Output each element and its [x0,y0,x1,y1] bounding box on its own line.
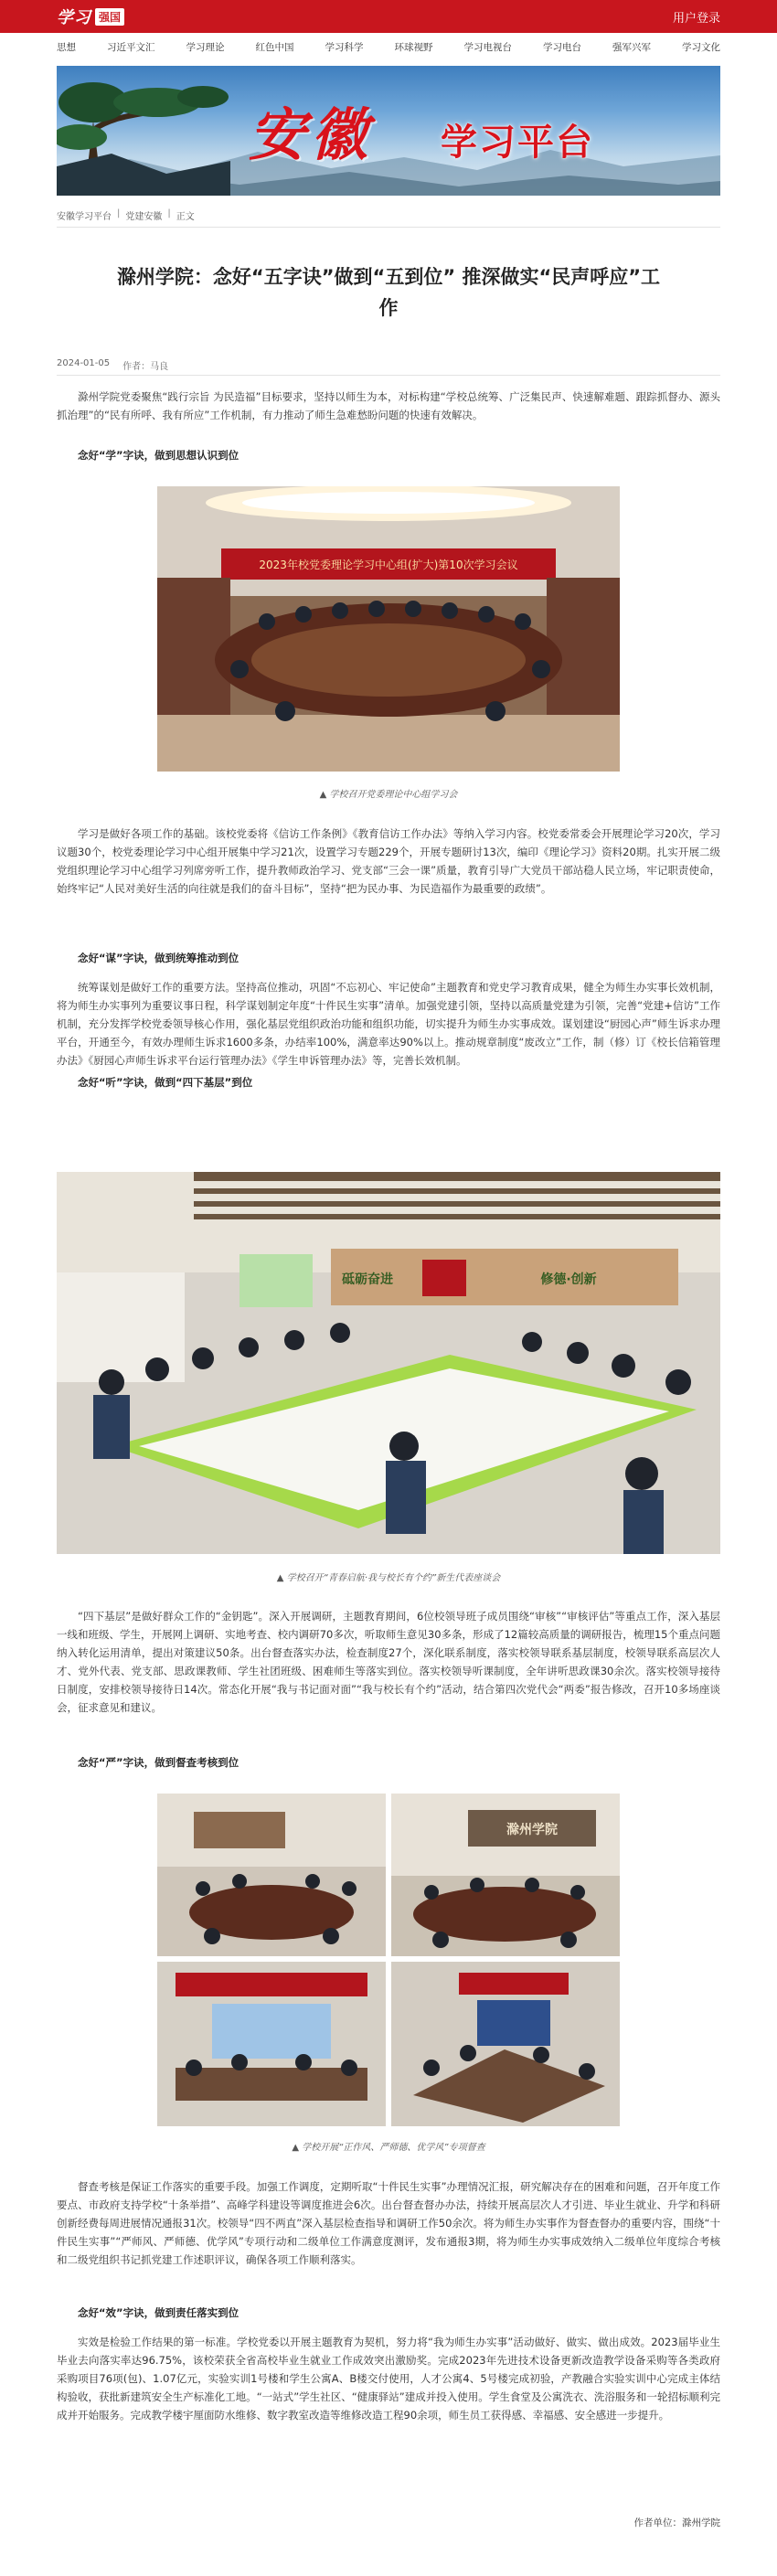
section-body: “四下基层”是做好群众工作的“金钥匙”。深入开展调研，主题教育期间，6位校领导班子成员围绕“审核”“审核评估”等重点工作，深入基层一线和班级、学生，开展网上调研、实地考查、校内调研70多次，听取师生意见30多条，形成了12篇较高质量的调研报告，梳理15个重点问题纳入转化运用清单，提出对策建议50条。出台督查落实办法，检查制度27个，深化联系制度，落实校领导联系基层制度，校领导联系高层次人才、党外代表、党支部、思政课教师、学生社团班级、困难师生等落实到位。落实校领导听课制度，全年讲听思政课30余次。落实校领导接待日制度，安排校领导接待日14次。常态化开展“我与书记面对面”“我与校长有个约”活动，结合第四次党代会“两委”报告修改，召开10多场座谈会，征求意见和建议。 [57,1610,720,1714]
logo-box: 强国 [95,8,124,26]
campus-sign: 滁州学院 [506,1823,558,1837]
section-body: 统筹谋划是做好工作的重要方法。坚持高位推动，巩固“不忘初心、牢记使命”主题教育和党史学习教育成果，健全为师生办实事长效机制，将为师生办实事列为重要议事日程，科学谋划制定年度“十件民生实事”清单。加强党建引领，坚持以高质量党建为引领，完善“党建+信访”工作机制，充分发挥学校党委领导核心作用，强化基层党组织政治功能和组织功能，切实提升为师生办实事成效。谋划建设“厨园心声”师生诉求办理平台，开通至今，有效办理师生诉求1600多条，办结率100%，满意率达90%以上。推动规章制度“废改立”工作，制（修）订《校长信箱管理办法》《厨园心声师生诉求平台运行管理办法》《学生申诉管理办法》等，完善长效机制。 [57,981,720,1067]
nav-item[interactable]: 学习理论 [186,42,225,53]
breadcrumb-separator: | [117,208,121,218]
section-heading: 念好“学”字诀，做到思想认识到位 [78,449,239,462]
nav-item[interactable]: 学习文化 [682,42,720,53]
nav-item[interactable]: 学习电视台 [463,42,512,53]
section-heading: 念好“严”字诀，做到督查考核到位 [78,1756,239,1769]
breadcrumb [57,208,195,222]
breadcrumb-separator: | [167,208,171,218]
section-heading: 念好“效”字诀，做到责任落实到位 [78,2306,239,2319]
section-body: 学习是做好各项工作的基础。该校党委将《信访工作条例》《教育信访工作办法》等纳入学习内容。校党委常委会开展理论学习20次，学习议题30个，校党委理论学习中心组开展集中学习21次，设置学习专题229个，开展专题研讨13次，编印《理论学习》资料20期。扎实开展二级党组织理论学习中心组学习列席旁听工作，提升教师政治学习、党支部“三会一课”质量，教育引导广大党员干部站稳人民立场，牢记职责使命，始终牢记“人民对美好生活的向往就是我们的奋斗目标”，坚持“把为民办事、为民造福作为最重要的政绩”。 [57,827,720,895]
nav-item[interactable]: 红色中国 [255,42,294,53]
banner-brush-title: 安徽 [249,101,374,168]
pine-tree-illustration [57,66,230,196]
banner-platform-title: 学习平台 [441,122,594,164]
photo-caption: ▲ 学校召开“青春启航·我与校长有个约”新生代表座谈会 [276,1573,501,1583]
platform-banner [57,66,720,196]
top-bar [0,0,777,33]
meeting-photo-illustration [157,486,620,772]
nav-item[interactable]: 环球视野 [394,42,433,53]
section-body: 督查考核是保证工作落实的重要手段。加强工作调度，定期听取“十件民生实事”办理情况汇报，研究解决存在的困难和问题，召开年度工作要点、市政府支持学校“十条举措”、高峰学科建设等调度推进会6次。出台督查督办办法，持续开展高层次人才引进、毕业生就业、升学和科研创新经费每周进展情况通报31次。校领导“四不两直”深入基层检查指导和调研工作50余次。将为师生办实事作为督查督办的重要内容，围绕“十件民生实事”“严师风、严师德、优学风”专项行动和二级单位工作满意度测评，发布通报3期，将为师生办实事成效纳入二级单位年度综合考核和二级党组织书记抓党建工作述职评议，确保各项工作顺利落实。 [57,2180,720,2266]
breadcrumb-home[interactable]: 安徽学习平台 [57,212,112,222]
site-logo[interactable] [57,4,124,29]
symposium-photo-illustration [57,1172,720,1554]
login-link[interactable]: 用户登录 [672,12,720,26]
nav-item[interactable]: 学习电台 [543,42,581,53]
nav-item[interactable]: 强军兴军 [612,42,651,53]
section-heading: 念好“听”字诀，做到“四下基层”到位 [78,1076,253,1089]
photo-caption: ▲ 学校开展“正作风、严师德、优学风”专项督查 [292,2143,485,2153]
author-affiliation: 作者单位：滁州学院 [633,2517,720,2528]
breadcrumb-section[interactable]: 党建安徽 [125,212,163,222]
symposium-photo [57,1172,720,1554]
section-heading: 念好“谋”字诀，做到统筹推动到位 [78,952,239,964]
meeting-banner-text: 2023年校党委理论学习中心组(扩大)第10次学习会议 [259,559,518,571]
article-date: 2024-01-05 [57,358,111,368]
article-meta [57,358,168,372]
nav-item[interactable]: 思想 [57,42,76,53]
inspection-photo-collage [157,1794,620,2126]
logo-text: 学习 [57,8,91,27]
collage-illustration [157,1794,620,2126]
wall-slogan: 修德·创新 [540,1272,597,1287]
main-nav [57,40,720,60]
divider [57,375,720,376]
article-title: 滁州学院：念好“五字诀”做到“五到位” 推深做实“民声呼应”工作 [116,266,661,319]
divider [57,227,720,228]
breadcrumb-current: 正文 [176,212,195,222]
article-intro: 滁州学院党委聚焦“践行宗旨 为民造福”目标要求，坚持以师生为本，对标构建“学校总统筹、广泛集民声、快速解难题、跟踪抓督办、源头抓治理”的“民有所呼、我有所应”工作机制，有力推动了师生急难愁盼问题的快速有效解决。 [57,390,720,421]
meeting-photo [157,486,620,772]
nav-item[interactable]: 习近平文汇 [107,42,155,53]
section-body: 实效是检验工作结果的第一标准。学校党委以开展主题教育为契机，努力将“我为师生办实事”活动做好、做实、做出成效。2023届毕业生毕业去向落实率达96.75%，该校荣获全省高校毕业生就业工作成效突出激励奖。完成2023年先进技术设备更新改造教学设备采购等各类政府采购项目76项(包)、1.07亿元，实验实训1号楼和学生公寓A、B楼交付使用，人才公寓4、5号楼完成初验，产教融合实验实训中心完成主体结构验收，获批新建筑安全生产标准化工地。“一站式”学生社区、“健康驿站”建成并投入使用。学生食堂及公寓洗衣、洗浴服务和一轮招标顺利完成并开始服务。完成教学楼宇厘面防水维修、数字教室改造等维修改造工程90余项，师生员工获得感、幸福感、安全感进一步提升。 [57,2336,720,2422]
nav-item[interactable]: 学习科学 [325,42,364,53]
article-author: 作者：马良 [122,362,169,372]
photo-caption: ▲ 学校召开党委理论中心组学习会 [319,790,458,800]
wall-slogan: 砥砺奋进 [342,1272,393,1287]
